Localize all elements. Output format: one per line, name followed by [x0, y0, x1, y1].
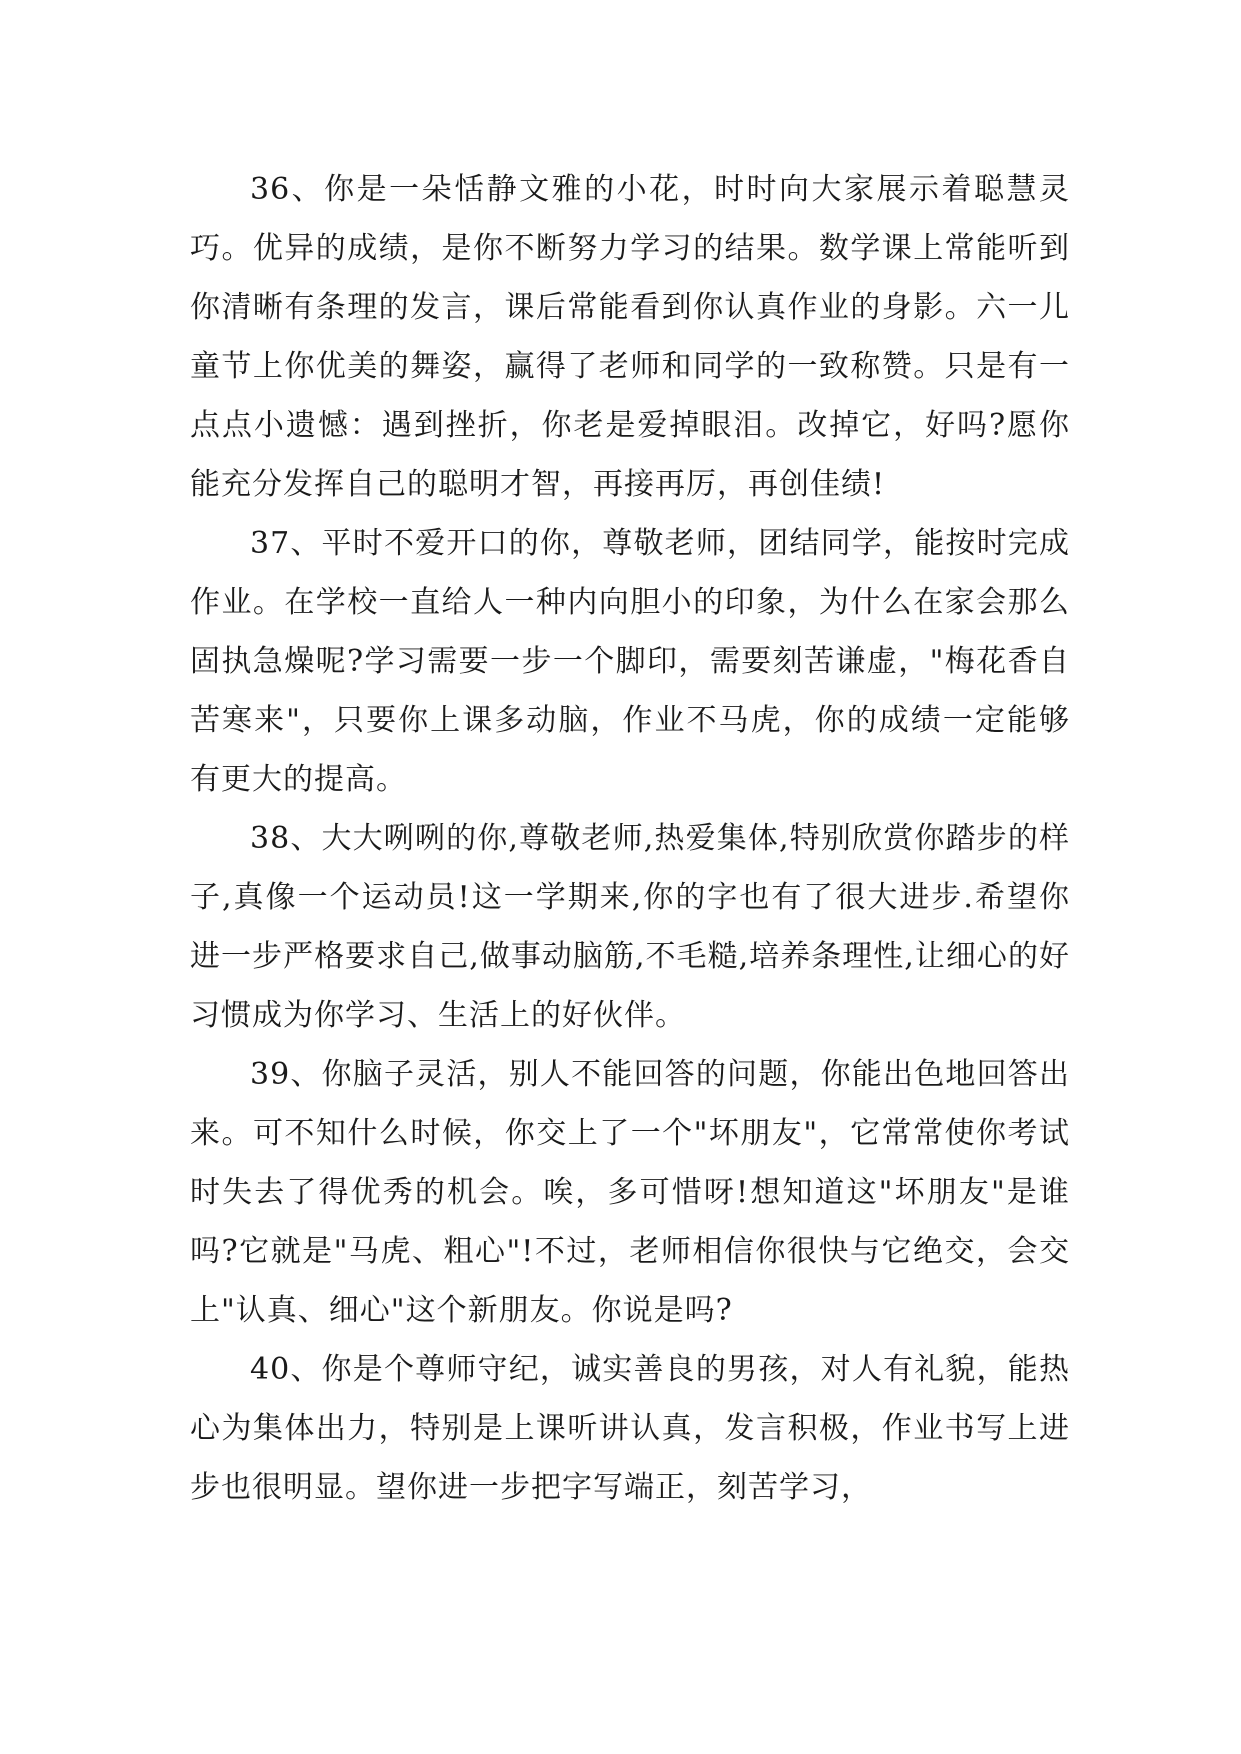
paragraph-37: 37、平时不爱开口的你，尊敬老师，团结同学，能按时完成作业。在学校一直给人一种内向胆小的印象，为什么在家会那么固执急燥呢?学习需要一步一个脚印，需要刻苦谦虚，"梅花香自苦寒来"，只要你上课多动脑，作业不马虎，你的成绩一定能够有更大的提高。 [190, 526, 1070, 797]
document-body [190, 160, 1070, 1517]
paragraph-38: 38、大大咧咧的你,尊敬老师,热爱集体,特别欣赏你踏步的样子,真像一个运动员!这一学期来,你的字也有了很大进步.希望你进一步严格要求自己,做事动脑筋,不毛糙,培养条理性,让细心的好习惯成为你学习、生活上的好伙伴。 [190, 821, 1070, 1033]
paragraph-36: 36、你是一朵恬静文雅的小花，时时向大家展示着聪慧灵巧。优异的成绩，是你不断努力学习的结果。数学课上常能听到你清晰有条理的发言，课后常能看到你认真作业的身影。六一儿童节上你优美的舞姿，赢得了老师和同学的一致称赞。只是有一点点小遗憾：遇到挫折，你老是爱掉眼泪。改掉它，好吗?愿你能充分发挥自己的聪明才智，再接再厉，再创佳绩! [190, 172, 1070, 502]
paragraph-39: 39、你脑子灵活，别人不能回答的问题，你能出色地回答出来。可不知什么时候，你交上了一个"坏朋友"，它常常使你考试时失去了得优秀的机会。唉，多可惜呀!想知道这"坏朋友"是谁吗?它就是"马虎、粗心"!不过，老师相信你很快与它绝交，会交上"认真、细心"这个新朋友。你说是吗? [190, 1057, 1070, 1328]
paragraph-40: 40、你是个尊师守纪，诚实善良的男孩，对人有礼貌，能热心为集体出力，特别是上课听讲认真，发言积极，作业书写上进步也很明显。望你进一步把字写端正，刻苦学习， [190, 1352, 1070, 1505]
